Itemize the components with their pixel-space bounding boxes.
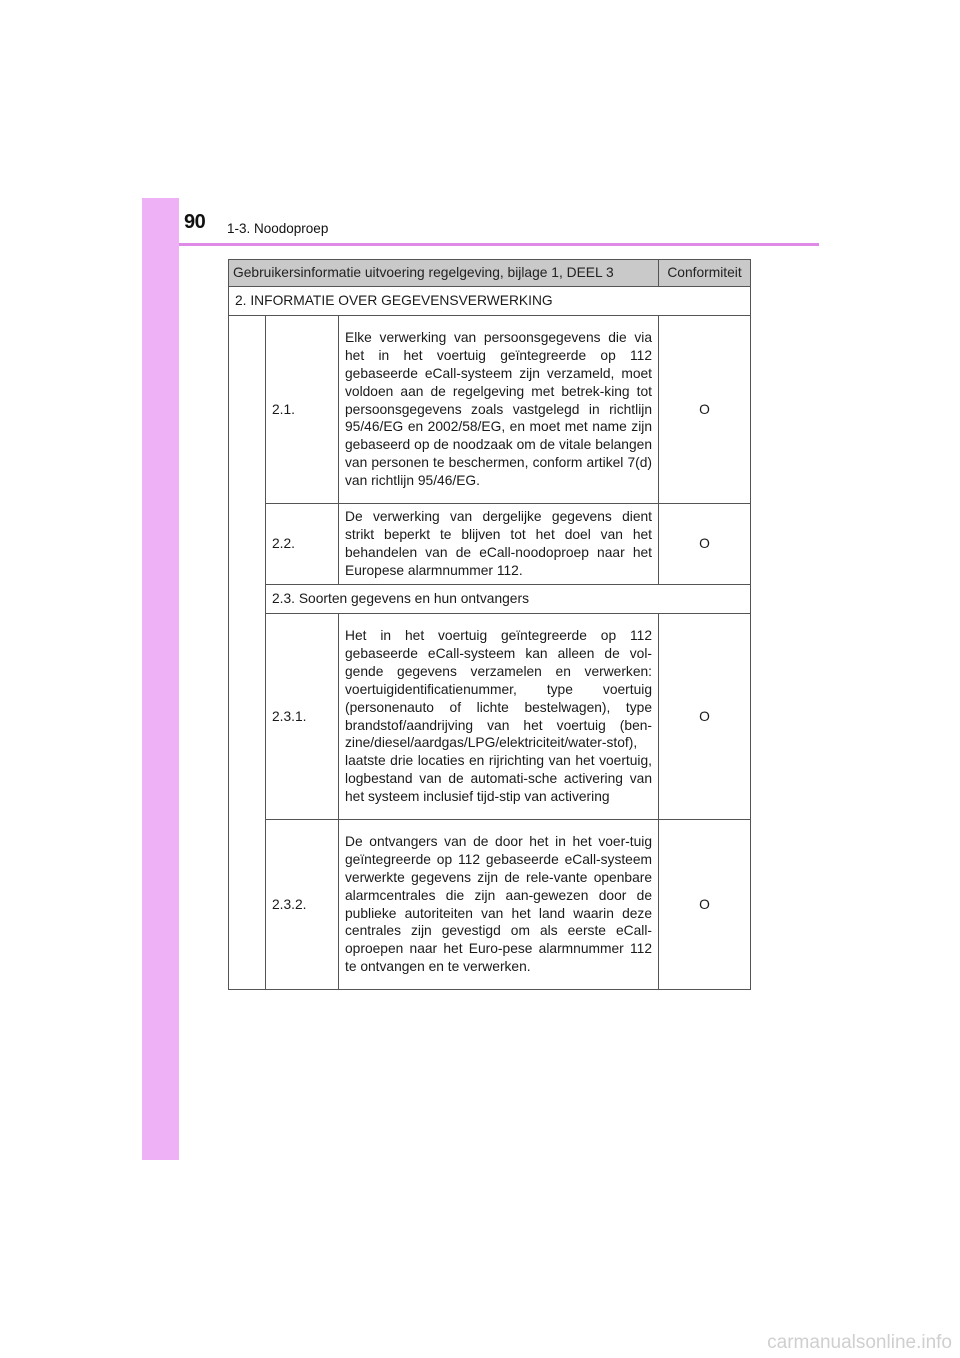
table-row bbox=[229, 614, 751, 820]
regulation-table bbox=[228, 259, 751, 990]
indent-cell bbox=[229, 316, 266, 990]
header-conformity: Conformiteit bbox=[659, 260, 751, 287]
table-row bbox=[229, 504, 751, 585]
section-title: 1-3. Noodoproep bbox=[227, 221, 329, 236]
row-text: Het in het voertuig geïntegreerde op 112 gebaseerde eCall-systeem kan alleen de vol-gende gegevens verzamelen en verwerken: voertuigidentificatienummer, type voertuig (personenauto of lichte bestelwagen), type brandstof/aandrijving van het voertuig (ben-zine/diesel/aardgas/LPG/elektriciteit/water-stof), laatste drie locaties en rijrichting van het voertuig, logbestand van de automati-sche activering van het systeem inclusief tijd-stip van activering bbox=[339, 614, 659, 820]
row-conformity: O bbox=[659, 504, 751, 585]
row-text: De ontvangers van de door het in het voer-tuig geïntegreerde op 112 gebaseerde eCall-systeem verwerkte gegevens zijn de rele-vante openbare alarmcentrales die zijn aan-gewezen door de publieke autoriteiten van het land waarin deze centrales zijn gevestigd om als eerste eCall-oproepen naar het Euro-pese alarmnummer 112 te ontvangen en te verwerken. bbox=[339, 820, 659, 990]
table-header-row bbox=[229, 260, 751, 287]
row-conformity: O bbox=[659, 820, 751, 990]
footer-watermark: carmanualsonline.info bbox=[767, 1332, 952, 1353]
row-text: Elke verwerking van persoonsgegevens die via het in het voertuig geïntegreerde op 112 gebaseerde eCall-systeem zijn verzameld, moet voldoen aan de regelgeving met betrek-king tot persoonsgegevens zoals vastgelegd in richtlijn 95/46/EG en 2002/58/EG, en moet met name zijn gebaseerd op de noodzaak om de vitale belangen van personen te beschermen, conform artikel 7(d) van richtlijn 95/46/EG. bbox=[339, 316, 659, 504]
table-row bbox=[229, 820, 751, 990]
row-number: 2.1. bbox=[266, 316, 339, 504]
header-rule bbox=[179, 243, 819, 246]
row-text: De verwerking van dergelijke gegevens dient strikt beperkt te blijven tot het doel van het behandelen van de eCall-noodoproep naar het Europese alarmnummer 112. bbox=[339, 504, 659, 585]
row-number: 2.3.1. bbox=[266, 614, 339, 820]
subsection-row bbox=[229, 585, 751, 614]
subsection-title: 2.3. Soorten gegevens en hun ontvangers bbox=[266, 585, 751, 614]
table-row bbox=[229, 316, 751, 504]
row-conformity: O bbox=[659, 614, 751, 820]
side-tab-band bbox=[142, 198, 179, 1160]
page-number: 90 bbox=[184, 211, 206, 233]
section-title-cell: 2. INFORMATIE OVER GEGEVENSVERWERKING bbox=[229, 287, 751, 316]
row-conformity: O bbox=[659, 316, 751, 504]
header-info: Gebruikersinformatie uitvoering regelgeving, bijlage 1, DEEL 3 bbox=[229, 260, 659, 287]
section-row bbox=[229, 287, 751, 316]
row-number: 2.3.2. bbox=[266, 820, 339, 990]
row-number: 2.2. bbox=[266, 504, 339, 585]
